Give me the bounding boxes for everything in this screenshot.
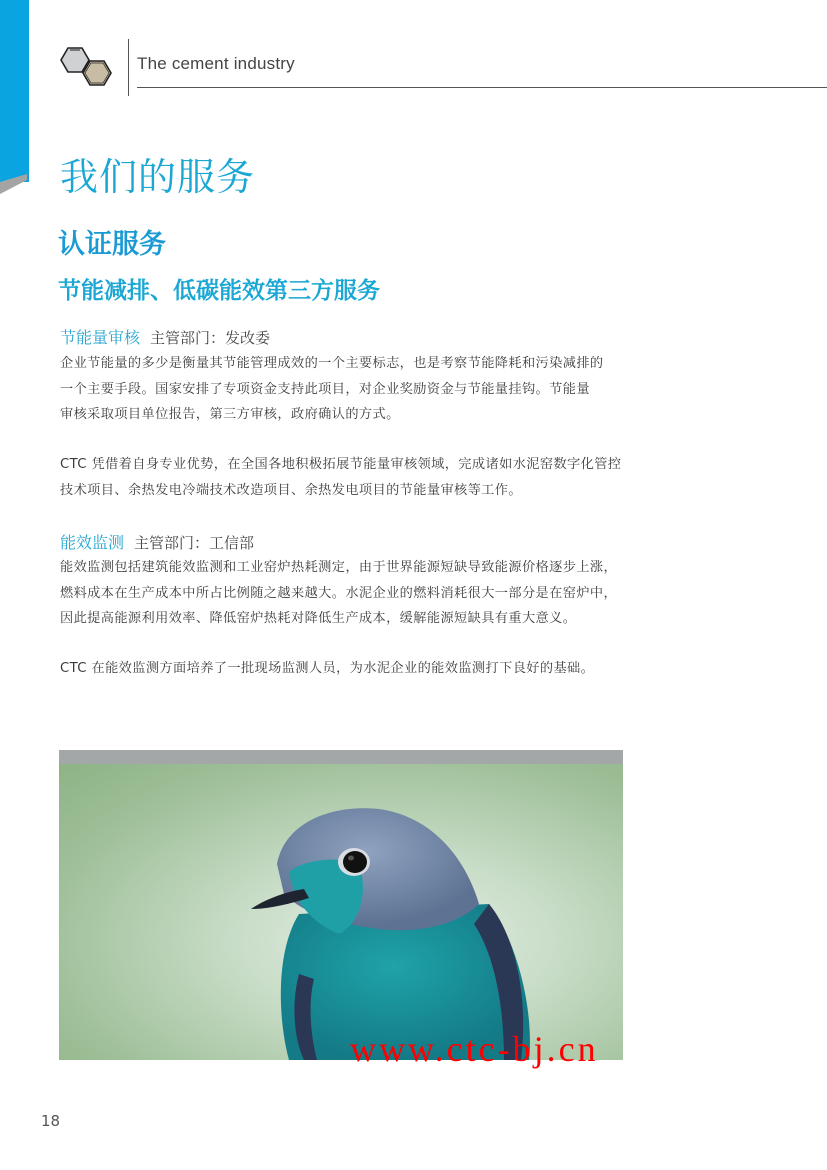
block-heading-efficiency-monitoring — [60, 530, 254, 553]
paragraph-line: 审核采取项目单位报告，第三方审核，政府确认的方式。 — [60, 407, 400, 422]
header-title: The cement industry — [137, 54, 295, 73]
section-subtitle: 节能减排、低碳能效第三方服务 — [58, 278, 380, 304]
hexagon-pair-icon — [60, 46, 118, 88]
header-divider — [128, 39, 129, 96]
block-department: 主管部门：工信部 — [134, 534, 255, 552]
paragraph-line: 企业节能量的多少是衡量其节能管理成效的一个主要标志，也是考察节能降耗和污染减排的 — [60, 356, 604, 371]
side-bar-shadow — [0, 174, 27, 204]
bird-illustration — [59, 764, 623, 1060]
paragraph-line: 一个主要手段。国家安排了专项资金支持此项目，对企业奖励资金与节能量挂钩。节能量 — [60, 381, 590, 397]
block-heading-energy-audit — [60, 325, 270, 348]
block-department: 主管部门：发改委 — [150, 329, 271, 347]
paragraph — [60, 555, 630, 632]
paragraph-line: 因此提高能源利用效率、降低窑炉热耗对降低生产成本，缓解能源短缺具有重大意义。 — [60, 611, 577, 626]
section-title: 认证服务 — [58, 229, 166, 260]
paragraph — [60, 656, 630, 682]
paragraph-line: 能效监测包括建筑能效监测和工业窑炉热耗测定，由于世界能源短缺导致能源价格逐步上涨， — [60, 560, 618, 575]
bird-photo — [59, 750, 623, 1060]
paragraph-line: 技术项目、余热发电冷端技术改造项目、余热发电项目的节能量审核等工作。 — [60, 482, 522, 498]
photo-top-band — [59, 750, 623, 764]
page-number: 18 — [41, 1112, 61, 1130]
paragraph-line: CTC 在能效监测方面培养了一批现场监测人员，为水泥企业的能效监测打下良好的基础。 — [60, 661, 595, 676]
watermark-url: www.ctc-bj.cn — [350, 1029, 599, 1069]
side-accent-bar — [0, 0, 29, 182]
paragraph — [60, 452, 630, 503]
paragraph-line: 燃料成本在生产成本中所占比例随之越来越大。水泥企业的燃料消耗很大一部分是在窑炉中， — [60, 585, 618, 601]
block-title: 能效监测 — [60, 533, 125, 552]
page-title: 我们的服务 — [60, 155, 256, 199]
header-rule — [137, 87, 827, 88]
paragraph-line: CTC 凭借着自身专业优势，在全国各地积极拓展节能量审核领域，完成诸如水泥窑数字化管控 — [60, 457, 622, 472]
block-title: 节能量审核 — [60, 328, 141, 347]
paragraph — [60, 351, 630, 428]
